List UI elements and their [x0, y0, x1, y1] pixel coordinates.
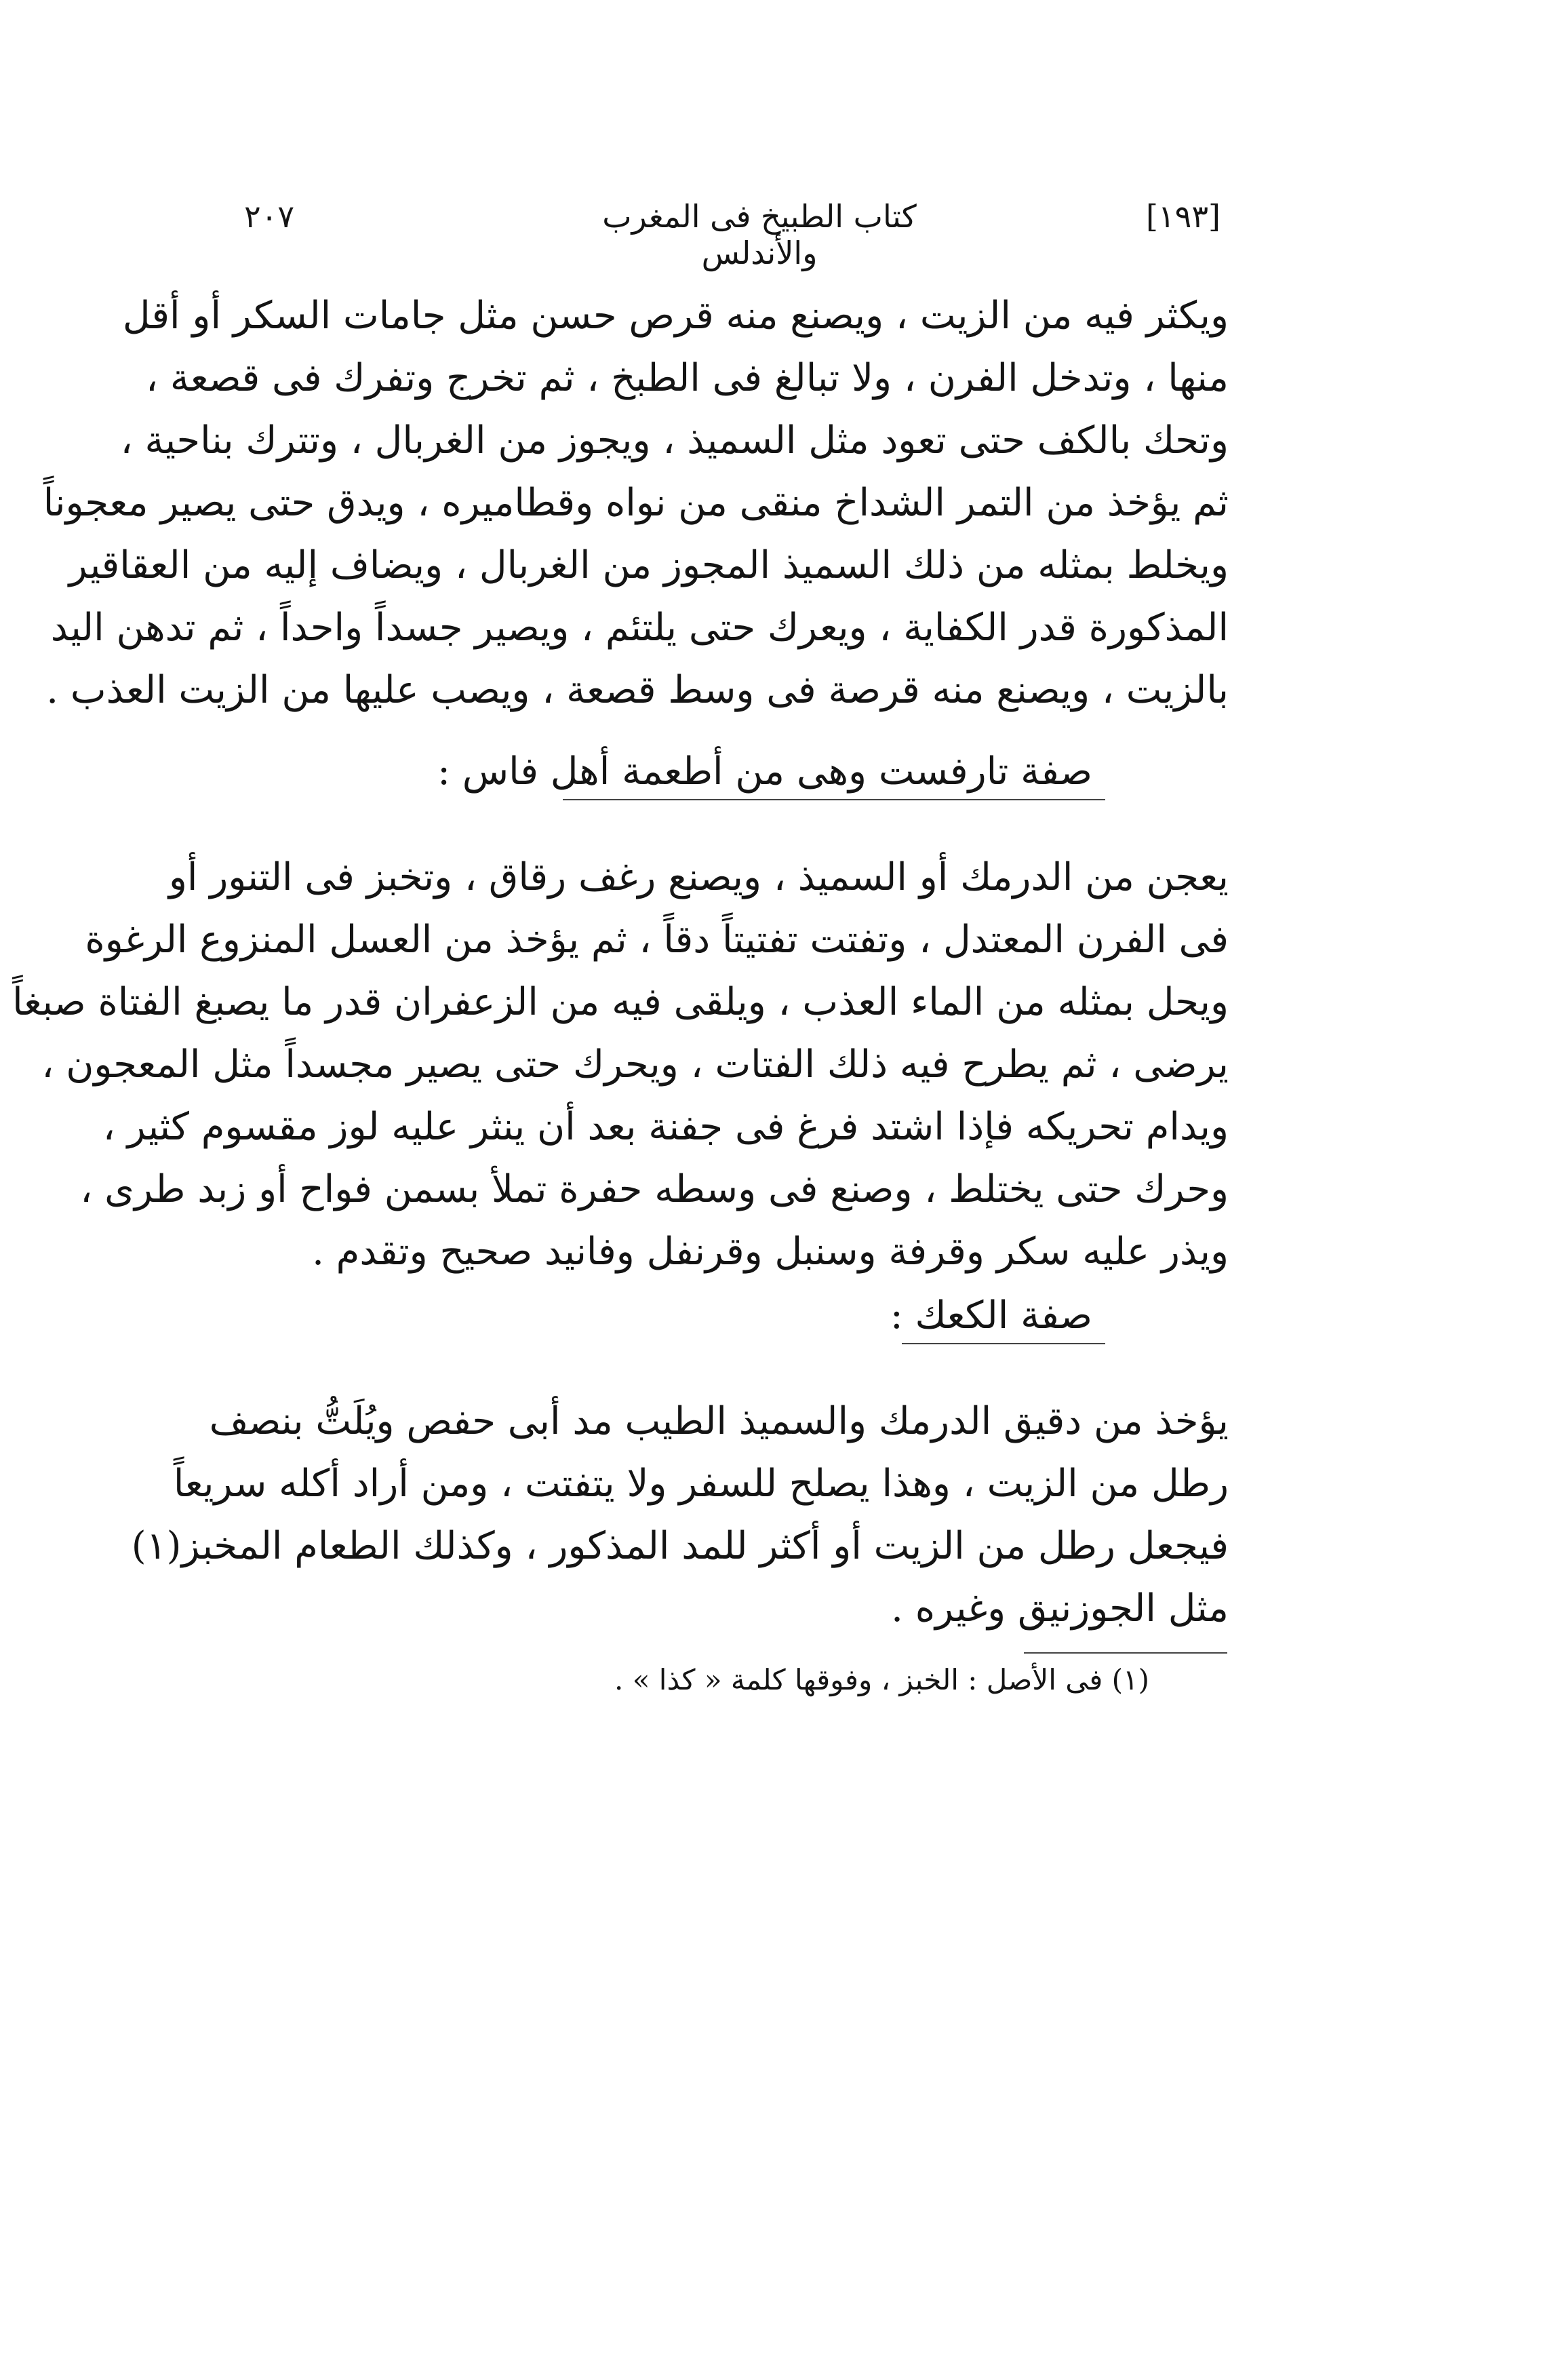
text-line: يؤخذ من دقيق الدرمك والسميذ الطيب مد أبى حفص ويُلَتُّ بنصف	[209, 1399, 1229, 1443]
footnote-separator	[1024, 1652, 1227, 1654]
text-line: منها ، وتدخل الفرن ، ولا تبالغ فى الطبخ ، ثم تخرج وتفرك فى قصعة ،	[145, 356, 1229, 400]
text-line: ويحل بمثله من الماء العذب ، ويلقى فيه من الزعفران قدر ما يصبغ الفتاة صبغاً	[12, 980, 1229, 1024]
paragraph-3	[131, 1390, 1229, 1640]
text-line: بالزيت ، ويصنع منه قرصة فى وسط قصعة ، ويصب عليها من الزيت العذب .	[46, 668, 1229, 712]
text-line: ويدام تحريكه فإذا اشتد فرغ فى جفنة بعد أن ينثر عليه لوز مقسوم كثير ،	[102, 1105, 1229, 1149]
text-line: وتحك بالكف حتى تعود مثل السميذ ، ويجوز من الغربال ، وتترك بناحية ،	[120, 418, 1229, 463]
text-line: ثم يؤخذ من التمر الشداخ منقى من نواه وقطاميره ، ويدق حتى يصير معجوناً	[43, 481, 1229, 525]
page-header	[244, 198, 1220, 271]
text-line: فى الفرن المعتدل ، وتفتت تفتيتاً دقاً ، ثم يؤخذ من العسل المنزوع الرغوة	[85, 918, 1229, 962]
original-page-number: [١٩٣]	[1145, 198, 1220, 235]
text-line: مثل الجوزنيق وغيره .	[891, 1586, 1229, 1631]
text-line: المذكورة قدر الكفاية ، ويعرك حتى يلتئم ، ويصير جسداً واحداً ، ثم تدهن اليد	[50, 606, 1229, 650]
footnote: (١) فى الأصل : الخبز ، وفوقها كلمة « كذا » .	[614, 1663, 1149, 1696]
text-line: يعجن من الدرمك أو السميذ ، ويصنع رغف رقاق ، وتخبز فى التنور أو	[168, 855, 1229, 899]
text-line: يرضى ، ثم يطرح فيه ذلك الفتات ، ويحرك حتى يصير مجسداً مثل المعجون ،	[41, 1042, 1229, 1087]
heading-underline	[563, 799, 1105, 800]
text-line: ويخلط بمثله من ذلك السميذ المجوز من الغربال ، ويضاف إليه من العقاقير	[68, 543, 1229, 587]
section-heading-tarfest: صفة تارفست وهى من أطعمة أهل فاس :	[437, 749, 1092, 794]
text-line: فيجعل رطل من الزيت أو أكثر للمد المذكور ، وكذلك الطعام المخبز(١)	[131, 1524, 1229, 1568]
text-line: ويذر عليه سكر وقرفة وسنبل وقرنفل وفانيد صحيح وتقدم .	[312, 1230, 1229, 1274]
page-number: ٢٠٧	[244, 198, 295, 235]
section-heading-kaak: صفة الكعك :	[890, 1293, 1092, 1338]
paragraph-2	[12, 846, 1229, 1283]
text-line: ويكثر فيه من الزيت ، ويصنع منه قرص حسن مثل جامات السكر أو أقل	[122, 294, 1229, 338]
text-line: وحرك حتى يختلط ، وصنع فى وسطه حفرة تملأ بسمن فواح أو زبد طرى ،	[80, 1167, 1229, 1211]
heading-underline	[902, 1343, 1105, 1344]
running-title: كتاب الطبيخ فى المغرب والأندلس	[602, 198, 917, 271]
paragraph-1	[43, 285, 1229, 722]
text-line: رطل من الزيت ، وهذا يصلح للسفر ولا يتفتت ، ومن أراد أكله سريعاً	[173, 1462, 1229, 1506]
